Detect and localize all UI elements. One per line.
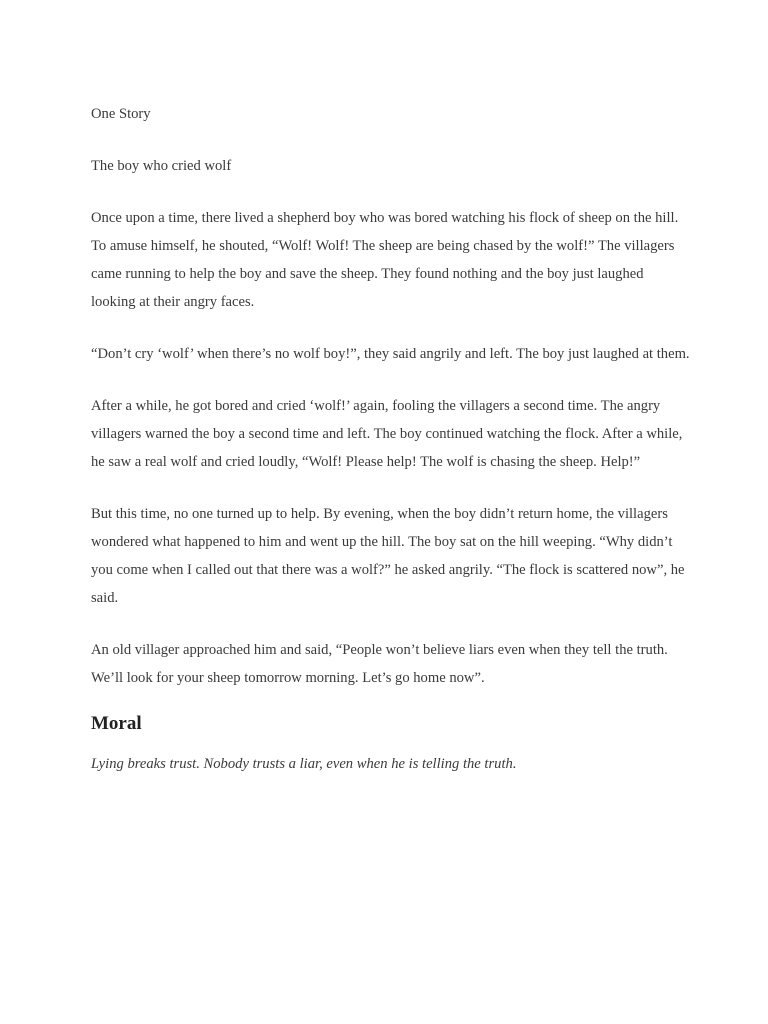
- story-paragraph-3: After a while, he got bored and cried ‘wolf!’ again, fooling the villagers a second time. The angry villagers warned the boy a second time and left. The boy continued watching the flock. After a while, he saw a real wolf and cried loudly, “Wolf! Please help! The wolf is chasing the sheep. Help!”: [91, 398, 683, 470]
- story-paragraph-4: But this time, no one turned up to help. By evening, when the boy didn’t return home, the villagers wondered what happened to him and went up the hill. The boy sat on the hill weeping. “Why didn’t you come when I called out that there was a wolf?” he asked angrily. “The flock is scattered now”, he said.: [91, 506, 685, 606]
- story-paragraph-1: Once upon a time, there lived a shepherd boy who was bored watching his flock of sheep on the hill. To amuse himself, he shouted, “Wolf! Wolf! The sheep are being chased by the wolf!” The villagers came running to help the boy and save the sheep. They found nothing and the boy just laughed looking at their angry faces.: [91, 210, 679, 310]
- document-page: [91, 100, 691, 778]
- story-title: The boy who cried wolf: [91, 158, 232, 174]
- story-paragraph-2: “Don’t cry ‘wolf’ when there’s no wolf boy!”, they said angrily and left. The boy just laughed at them.: [91, 346, 690, 362]
- story-paragraph-5: An old villager approached him and said, “People won’t believe liars even when they tell the truth. We’ll look for your sheep tomorrow morning. Let’s go home now”.: [91, 642, 668, 686]
- moral-heading: Moral: [91, 713, 142, 734]
- moral-text: Lying breaks trust. Nobody trusts a liar, even when he is telling the truth.: [91, 756, 517, 772]
- document-label: One Story: [91, 106, 151, 122]
